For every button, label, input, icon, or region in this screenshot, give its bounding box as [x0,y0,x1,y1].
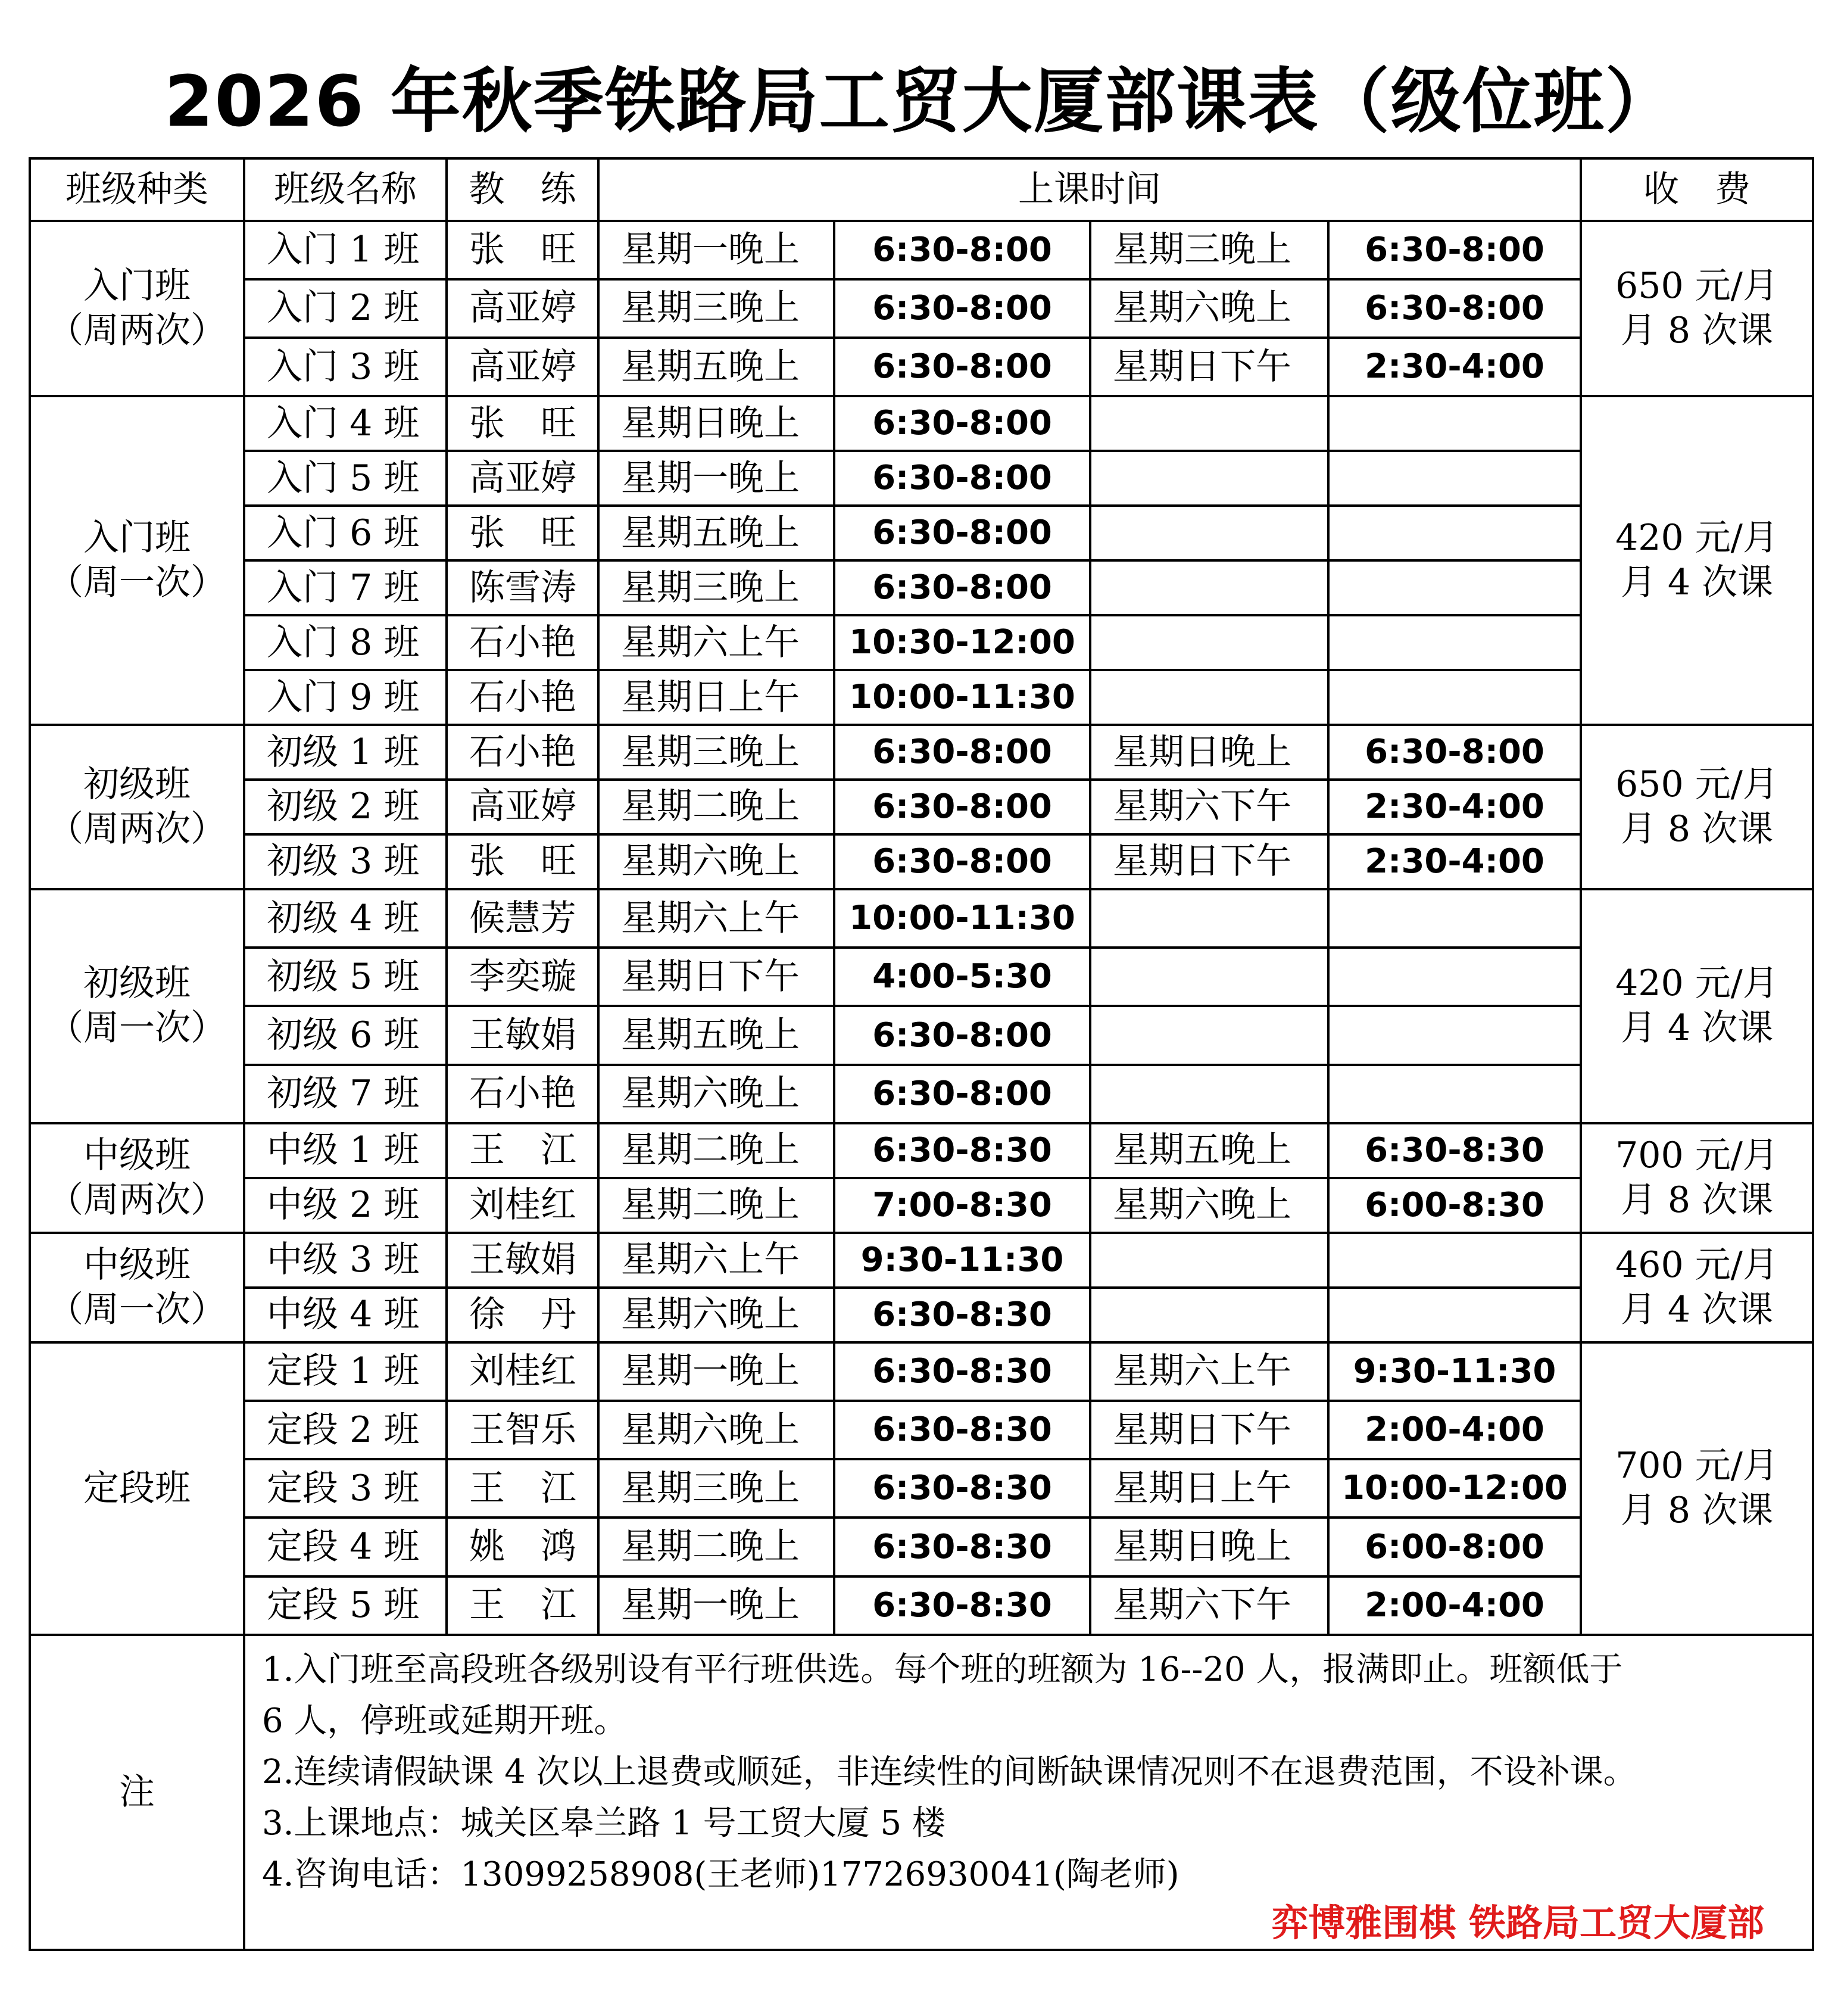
class-name-cell: 中级 2 班 [244,1178,447,1233]
day1-cell: 星期三晚上 [598,560,834,615]
coach-cell: 候慧芳 [447,889,598,948]
time2-cell: 2:00-4:00 [1328,1576,1581,1635]
class-category-label: 入门班 [83,264,191,307]
time2-cell: 6:30-8:00 [1328,725,1581,780]
fee-label: 月 8 次课 [1620,1179,1774,1221]
coach-cell: 王智乐 [447,1401,598,1459]
table-row [30,948,1813,1006]
time1-cell: 6:30-8:30 [834,1342,1090,1401]
table-row [30,560,1813,615]
time1-cell: 6:30-8:30 [834,1123,1090,1178]
day2-cell [1090,451,1328,506]
class-name-cell: 中级 1 班 [244,1123,447,1178]
day1-cell: 星期五晚上 [598,506,834,560]
table-row [30,1123,1813,1178]
page-title: 2026 年秋季铁路局工贸大厦部课表（级位班） [164,60,1677,142]
fee-cell [1581,725,1813,889]
table-row [30,1288,1813,1342]
class-category-label: 中级班 [83,1134,191,1176]
fee-cell [1581,1342,1813,1635]
coach-cell: 王敏娟 [447,1233,598,1288]
class-category-label: （周一次） [48,562,226,604]
day2-cell: 星期日下午 [1090,834,1328,889]
day2-cell [1090,1065,1328,1123]
class-category-label: （周一次） [48,1007,226,1049]
coach-cell: 石小艳 [447,615,598,670]
day2-cell [1090,1288,1328,1342]
coach-cell: 石小艳 [447,670,598,725]
time1-cell: 6:30-8:30 [834,1401,1090,1459]
day2-cell [1090,615,1328,670]
note-line: 4.咨询电话：13099258908(王老师)17726930041(陶老师) [262,1855,1180,1894]
class-category-label: 定段班 [83,1467,191,1509]
class-category-cell [30,1342,244,1635]
header-category: 班级种类 [30,158,244,221]
coach-cell: 徐 丹 [447,1288,598,1342]
time1-cell: 6:30-8:30 [834,1576,1090,1635]
table-row [30,1233,1813,1288]
day1-cell: 星期六上午 [598,1233,834,1288]
fee-label: 420 元/月 [1615,962,1778,1005]
header-coach: 教 练 [447,158,598,221]
fee-label: 月 8 次课 [1620,309,1774,351]
time1-cell: 6:30-8:00 [834,834,1090,889]
table-row [30,725,1813,780]
time1-cell: 6:30-8:00 [834,780,1090,834]
fee-label: 650 元/月 [1615,763,1778,805]
fee-label: 460 元/月 [1615,1244,1778,1286]
note-line: 6 人，停班或延期开班。 [262,1701,628,1740]
day2-cell: 星期日上午 [1090,1459,1328,1518]
day1-cell: 星期一晚上 [598,221,834,279]
table-row [30,1518,1813,1576]
class-name-cell: 入门 2 班 [244,279,447,338]
time2-cell: 2:30-4:00 [1328,338,1581,396]
day1-cell: 星期二晚上 [598,780,834,834]
day2-cell: 星期五晚上 [1090,1123,1328,1178]
day1-cell: 星期三晚上 [598,1459,834,1518]
day2-cell: 星期六下午 [1090,780,1328,834]
table-row [30,1006,1813,1064]
table-row [30,615,1813,670]
fee-label: 月 8 次课 [1620,1490,1774,1532]
table-row [30,834,1813,889]
time2-cell [1328,1065,1581,1123]
day2-cell: 星期六晚上 [1090,279,1328,338]
header-fee: 收 费 [1581,158,1813,221]
class-name-cell: 入门 5 班 [244,451,447,506]
day2-cell [1090,396,1328,451]
class-category-label: （周一次） [48,1288,226,1331]
time2-cell: 10:00-12:00 [1328,1459,1581,1518]
time1-cell: 9:30-11:30 [834,1233,1090,1288]
time2-cell: 9:30-11:30 [1328,1342,1581,1401]
time1-cell: 10:30-12:00 [834,615,1090,670]
day1-cell: 星期六晚上 [598,1288,834,1342]
fee-cell [1581,889,1813,1123]
time2-cell: 2:30-4:00 [1328,780,1581,834]
day2-cell: 星期六上午 [1090,1342,1328,1401]
time1-cell: 6:30-8:30 [834,1518,1090,1576]
coach-cell: 刘桂红 [447,1342,598,1401]
time1-cell: 10:00-11:30 [834,670,1090,725]
class-name-cell: 入门 7 班 [244,560,447,615]
class-category-label: 初级班 [83,962,191,1005]
coach-cell: 王 江 [447,1576,598,1635]
class-name-cell: 初级 2 班 [244,780,447,834]
header-class-name: 班级名称 [244,158,447,221]
day1-cell: 星期六上午 [598,889,834,948]
time2-cell: 6:30-8:00 [1328,221,1581,279]
day2-cell [1090,1006,1328,1064]
class-name-cell: 定段 3 班 [244,1459,447,1518]
day1-cell: 星期五晚上 [598,1006,834,1064]
day2-cell [1090,670,1328,725]
table-row [30,1178,1813,1233]
day1-cell: 星期一晚上 [598,451,834,506]
class-name-cell: 入门 3 班 [244,338,447,396]
class-name-cell: 定段 5 班 [244,1576,447,1635]
time2-cell: 6:00-8:30 [1328,1178,1581,1233]
coach-cell: 高亚婷 [447,338,598,396]
fee-label: 月 4 次课 [1620,1288,1774,1331]
time1-cell: 4:00-5:30 [834,948,1090,1006]
time1-cell: 6:30-8:00 [834,506,1090,560]
coach-cell: 姚 鸿 [447,1518,598,1576]
time1-cell: 6:30-8:00 [834,1006,1090,1064]
day1-cell: 星期一晚上 [598,1576,834,1635]
time2-cell: 2:00-4:00 [1328,1401,1581,1459]
class-name-cell: 初级 3 班 [244,834,447,889]
table-row [30,396,1813,451]
coach-cell: 王敏娟 [447,1006,598,1064]
class-category-cell [30,396,244,725]
coach-cell: 高亚婷 [447,279,598,338]
time2-cell [1328,451,1581,506]
notes-row [30,1635,1813,1950]
class-name-cell: 入门 8 班 [244,615,447,670]
class-category-label: （周两次） [48,309,226,351]
time1-cell: 6:30-8:00 [834,725,1090,780]
day2-cell [1090,1233,1328,1288]
time1-cell: 6:30-8:00 [834,221,1090,279]
day2-cell [1090,948,1328,1006]
header-time: 上课时间 [598,158,1581,221]
coach-cell: 石小艳 [447,1065,598,1123]
day2-cell: 星期三晚上 [1090,221,1328,279]
table-row [30,279,1813,338]
coach-cell: 张 旺 [447,221,598,279]
day1-cell: 星期日上午 [598,670,834,725]
day1-cell: 星期日晚上 [598,396,834,451]
fee-cell [1581,1123,1813,1233]
note-line: 1.入门班至高段班各级别设有平行班供选。每个班的班额为 16--20 人，报满即止。班额低于 [262,1650,1623,1689]
class-name-cell: 定段 4 班 [244,1518,447,1576]
class-name-cell: 初级 7 班 [244,1065,447,1123]
table-row [30,506,1813,560]
table-row [30,889,1813,948]
day2-cell: 星期日晚上 [1090,1518,1328,1576]
time1-cell: 6:30-8:00 [834,396,1090,451]
class-category-cell [30,221,244,397]
coach-cell: 张 旺 [447,506,598,560]
coach-cell: 石小艳 [447,725,598,780]
coach-cell: 张 旺 [447,834,598,889]
coach-cell: 高亚婷 [447,780,598,834]
time2-cell: 6:30-8:30 [1328,1123,1581,1178]
time2-cell [1328,396,1581,451]
fee-cell [1581,1233,1813,1342]
class-category-label: 初级班 [83,763,191,805]
fee-label: 月 4 次课 [1620,562,1774,604]
fee-label: 700 元/月 [1615,1445,1778,1487]
time1-cell: 6:30-8:30 [834,1459,1090,1518]
fee-label: 420 元/月 [1615,517,1778,559]
table-row [30,670,1813,725]
table-row [30,1401,1813,1459]
day2-cell [1090,889,1328,948]
time2-cell [1328,506,1581,560]
class-category-label: （周两次） [48,808,226,850]
day1-cell: 星期五晚上 [598,338,834,396]
fee-label: 700 元/月 [1615,1134,1778,1176]
coach-cell: 李奕璇 [447,948,598,1006]
day1-cell: 星期二晚上 [598,1178,834,1233]
table-row [30,451,1813,506]
day1-cell: 星期二晚上 [598,1518,834,1576]
day2-cell: 星期日下午 [1090,338,1328,396]
time2-cell [1328,615,1581,670]
class-name-cell: 中级 3 班 [244,1233,447,1288]
day2-cell: 星期日晚上 [1090,725,1328,780]
time1-cell: 6:30-8:00 [834,1065,1090,1123]
time2-cell [1328,560,1581,615]
coach-cell: 刘桂红 [447,1178,598,1233]
class-category-cell [30,1123,244,1233]
coach-cell: 陈雪涛 [447,560,598,615]
time2-cell [1328,1233,1581,1288]
day2-cell: 星期六晚上 [1090,1178,1328,1233]
class-category-cell [30,889,244,1123]
class-name-cell: 中级 4 班 [244,1288,447,1342]
notes-cell [244,1635,1813,1950]
time2-cell: 6:00-8:00 [1328,1518,1581,1576]
class-name-cell: 入门 9 班 [244,670,447,725]
note-line: 2.连续请假缺课 4 次以上退费或顺延，非连续性的间断缺课情况则不在退费范围，不设补课。 [262,1752,1637,1791]
day1-cell: 星期二晚上 [598,1123,834,1178]
day1-cell: 星期三晚上 [598,725,834,780]
day2-cell [1090,506,1328,560]
time1-cell: 6:30-8:00 [834,560,1090,615]
class-name-cell: 初级 6 班 [244,1006,447,1064]
fee-label: 月 4 次课 [1620,1007,1774,1049]
table-row [30,338,1813,396]
time2-cell [1328,670,1581,725]
day2-cell: 星期日下午 [1090,1401,1328,1459]
time2-cell [1328,889,1581,948]
class-name-cell: 入门 4 班 [244,396,447,451]
table-row [30,1065,1813,1123]
class-name-cell: 入门 6 班 [244,506,447,560]
fee-label: 月 8 次课 [1620,808,1774,850]
note-line: 3.上课地点：城关区皋兰路 1 号工贸大厦 5 楼 [262,1803,946,1843]
time1-cell: 6:30-8:30 [834,1288,1090,1342]
time2-cell [1328,948,1581,1006]
time2-cell [1328,1006,1581,1064]
coach-cell: 张 旺 [447,396,598,451]
time1-cell: 10:00-11:30 [834,889,1090,948]
table-row [30,780,1813,834]
schedule-table [29,157,1814,1951]
class-name-cell: 初级 5 班 [244,948,447,1006]
time1-cell: 6:30-8:00 [834,279,1090,338]
day1-cell: 星期一晚上 [598,1342,834,1401]
class-category-cell [30,725,244,889]
day1-cell: 星期六晚上 [598,1401,834,1459]
day2-cell: 星期六下午 [1090,1576,1328,1635]
class-name-cell: 定段 2 班 [244,1401,447,1459]
class-category-label: 入门班 [83,517,191,559]
notes-label: 注 [30,1635,244,1950]
coach-cell: 高亚婷 [447,451,598,506]
table-row [30,221,1813,279]
day1-cell: 星期日下午 [598,948,834,1006]
time2-cell [1328,1288,1581,1342]
class-name-cell: 定段 1 班 [244,1342,447,1401]
day2-cell [1090,560,1328,615]
header-row [30,158,1813,221]
day1-cell: 星期六上午 [598,615,834,670]
class-name-cell: 初级 1 班 [244,725,447,780]
time2-cell: 6:30-8:00 [1328,279,1581,338]
fee-cell [1581,396,1813,725]
coach-cell: 王 江 [447,1459,598,1518]
brand-signature: 弈博雅围棋 铁路局工贸大厦部 [1271,1900,1764,1945]
coach-cell: 王 江 [447,1123,598,1178]
table-row [30,1459,1813,1518]
class-name-cell: 入门 1 班 [244,221,447,279]
class-category-label: 中级班 [83,1244,191,1286]
day1-cell: 星期六晚上 [598,834,834,889]
day1-cell: 星期六晚上 [598,1065,834,1123]
class-name-cell: 初级 4 班 [244,889,447,948]
time2-cell: 2:30-4:00 [1328,834,1581,889]
fee-label: 650 元/月 [1615,264,1778,307]
table-row [30,1576,1813,1635]
fee-cell [1581,221,1813,397]
time1-cell: 7:00-8:30 [834,1178,1090,1233]
class-category-label: （周两次） [48,1179,226,1221]
day1-cell: 星期三晚上 [598,279,834,338]
time1-cell: 6:30-8:00 [834,338,1090,396]
class-category-cell [30,1233,244,1342]
time1-cell: 6:30-8:00 [834,451,1090,506]
table-row [30,1342,1813,1401]
